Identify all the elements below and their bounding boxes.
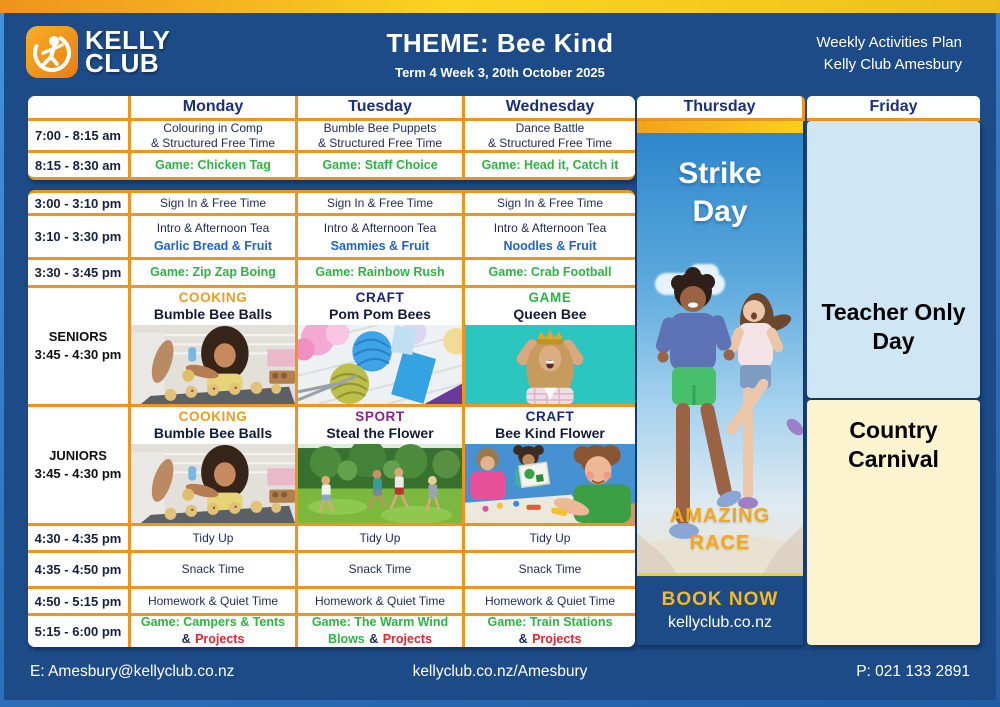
group-label-juniors <box>28 407 128 523</box>
afternoon-schedule-table <box>28 190 635 647</box>
category-label: GAME <box>528 290 572 305</box>
time-slot: 3:30 - 3:45 pm <box>28 260 128 285</box>
schedule-cell <box>298 121 462 150</box>
activity-line: Dance Battle <box>515 121 585 135</box>
day-header-wednesday: Wednesday <box>465 96 635 118</box>
game-cell: Game: Chicken Tag <box>131 153 295 177</box>
footer-phone: P: 021 133 2891 <box>856 663 970 680</box>
activity-title: Bumble Bee Balls <box>153 425 273 441</box>
plan-title: Weekly Activities Plan <box>816 34 962 51</box>
strike-day-promo-panel <box>637 121 803 645</box>
activity-line: Bumble Bee Puppets <box>323 121 437 135</box>
game-cell: Game: Staff Choice <box>298 153 462 177</box>
schedule-cell: Tidy Up <box>298 526 462 550</box>
activity-line: Intro & Afternoon Tea <box>493 220 607 235</box>
game-cell: Game: Head it, Catch it <box>465 153 635 177</box>
schedule-cell: Homework & Quiet Time <box>298 589 462 613</box>
schedule-cell: Snack Time <box>131 553 295 586</box>
activity-title: Bee Kind Flower <box>495 425 605 441</box>
schedule-cell <box>131 121 295 150</box>
category-label: SPORT <box>355 409 405 424</box>
time-slot: 3:00 - 3:10 pm <box>28 193 128 213</box>
joiner-text: & <box>181 632 191 646</box>
activity-line: Intro & Afternoon Tea <box>156 220 270 235</box>
country-carnival-text: Carnival <box>848 446 939 472</box>
schedule-cell: Tidy Up <box>131 526 295 550</box>
game-cell <box>465 616 635 647</box>
schedule-cell <box>131 216 295 257</box>
amazing-race-text: AMAZING RACE <box>669 505 771 554</box>
day-header-monday: Monday <box>131 96 295 118</box>
category-label: COOKING <box>178 409 248 424</box>
kelly-club-logo <box>26 26 170 78</box>
activity-cell-seniors-monday <box>131 288 295 404</box>
group-label-seniors <box>28 288 128 404</box>
day-header-friday: Friday <box>807 96 980 121</box>
category-label: CRAFT <box>355 290 405 305</box>
schedule-cell <box>298 216 462 257</box>
activity-title: Pom Pom Bees <box>329 306 431 322</box>
food-line: Sammies & Fruit <box>330 238 430 253</box>
joiner-text: & <box>518 632 528 646</box>
activity-line: Intro & Afternoon Tea <box>323 220 437 235</box>
logo-word-kelly: KELLY <box>85 25 171 55</box>
footer <box>28 663 972 685</box>
schedule-cell: Tidy Up <box>465 526 635 550</box>
activity-cell-seniors-tuesday <box>298 288 462 404</box>
footer-email-link[interactable]: E: Amesbury@kellyclub.co.nz <box>30 663 235 680</box>
kelly-club-logo-icon <box>26 26 78 78</box>
craft-table-photo <box>465 444 635 523</box>
schedule-cell: Homework & Quiet Time <box>465 589 635 613</box>
category-label: CRAFT <box>525 409 575 424</box>
activity-line: & Structured Free Time <box>150 135 276 150</box>
queen-bee-photo <box>465 325 635 404</box>
food-line: Noodles & Fruit <box>503 238 597 253</box>
time-slot: 7:00 - 8:15 am <box>28 121 128 150</box>
projects-text: Projects <box>382 632 433 646</box>
activity-title: Bumble Bee Balls <box>153 306 273 322</box>
time-slot: 5:15 - 6:00 pm <box>28 616 128 647</box>
schedule-cell: Sign In & Free Time <box>298 193 462 213</box>
joiner-text: & <box>369 632 379 646</box>
time-column-header <box>28 96 128 118</box>
strike-day-title: Strike Day <box>678 157 762 228</box>
group-time: 3:45 - 4:30 pm <box>34 347 122 362</box>
plan-block <box>816 32 962 76</box>
logo-word-club: CLUB <box>85 48 160 78</box>
teacher-only-day-box <box>807 121 980 398</box>
activity-title: Steal the Flower <box>326 425 434 441</box>
top-gold-strip <box>0 0 1000 13</box>
activity-title: Queen Bee <box>513 306 587 322</box>
schedule-cell <box>465 216 635 257</box>
game-line: Game: The Warm Wind <box>311 616 449 629</box>
activity-line: & Structured Free Time <box>487 135 613 150</box>
teacher-only-day-text: Day <box>872 328 915 354</box>
activity-cell-seniors-wednesday <box>465 288 635 404</box>
country-carnival-text: Country <box>849 417 938 443</box>
book-now-strip <box>637 576 803 645</box>
activity-line: Colouring in Comp <box>163 121 263 135</box>
group-time: 3:45 - 4:30 pm <box>34 466 122 481</box>
game-cell <box>298 616 462 647</box>
country-carnival-box <box>807 400 980 645</box>
projects-text: Projects <box>195 632 245 646</box>
plan-subtitle: Kelly Club Amesbury <box>823 56 962 73</box>
game-line: Game: Campers & Tents <box>140 616 286 629</box>
schedule-cell <box>465 121 635 150</box>
park-running-photo <box>298 444 462 523</box>
theme-title: THEME: Bee Kind <box>386 28 614 58</box>
activity-cell-juniors-monday <box>131 407 295 523</box>
strike-day-image <box>637 133 803 573</box>
game-cell: Game: Crab Football <box>465 260 635 285</box>
schedule-cell: Snack Time <box>465 553 635 586</box>
schedule-cell: Snack Time <box>298 553 462 586</box>
activity-line: & Structured Free Time <box>317 135 443 150</box>
group-name: SENIORS <box>48 329 108 344</box>
game-cell: Game: Zip Zap Boing <box>131 260 295 285</box>
footer-website-link[interactable]: kellyclub.co.nz/Amesbury <box>412 663 588 680</box>
cooking-photo <box>131 444 295 523</box>
game-line: Game: Train Stations <box>487 616 613 629</box>
morning-schedule-table <box>28 96 635 180</box>
time-slot: 8:15 - 8:30 am <box>28 153 128 177</box>
time-slot: 3:10 - 3:30 pm <box>28 216 128 257</box>
activity-cell-juniors-tuesday <box>298 407 462 523</box>
promo-gold-bar <box>637 121 803 133</box>
book-now-website-link[interactable]: kellyclub.co.nz <box>667 614 773 631</box>
activity-cell-juniors-wednesday <box>465 407 635 523</box>
pom-pom-craft-photo <box>298 325 462 404</box>
schedule-cell: Sign In & Free Time <box>465 193 635 213</box>
game-cell <box>131 616 295 647</box>
game-cell: Game: Rainbow Rush <box>298 260 462 285</box>
theme-block <box>250 28 750 80</box>
category-label: COOKING <box>178 290 248 305</box>
schedule-cell: Sign In & Free Time <box>131 193 295 213</box>
cooking-photo <box>131 325 295 404</box>
book-now-button[interactable]: BOOK NOW <box>661 589 779 610</box>
theme-subtitle: Term 4 Week 3, 20th October 2025 <box>395 65 605 80</box>
projects-text: Projects <box>532 632 582 646</box>
day-header-tuesday: Tuesday <box>298 96 462 118</box>
teacher-only-day-text: Teacher Only <box>821 299 966 325</box>
day-header-thursday: Thursday <box>637 96 805 121</box>
time-slot: 4:50 - 5:15 pm <box>28 589 128 613</box>
food-line: Garlic Bread & Fruit <box>153 238 273 253</box>
schedule-cell: Homework & Quiet Time <box>131 589 295 613</box>
time-slot: 4:35 - 4:50 pm <box>28 553 128 586</box>
time-slot: 4:30 - 4:35 pm <box>28 526 128 550</box>
game-line: Blows <box>327 632 365 646</box>
group-name: JUNIORS <box>49 448 107 463</box>
